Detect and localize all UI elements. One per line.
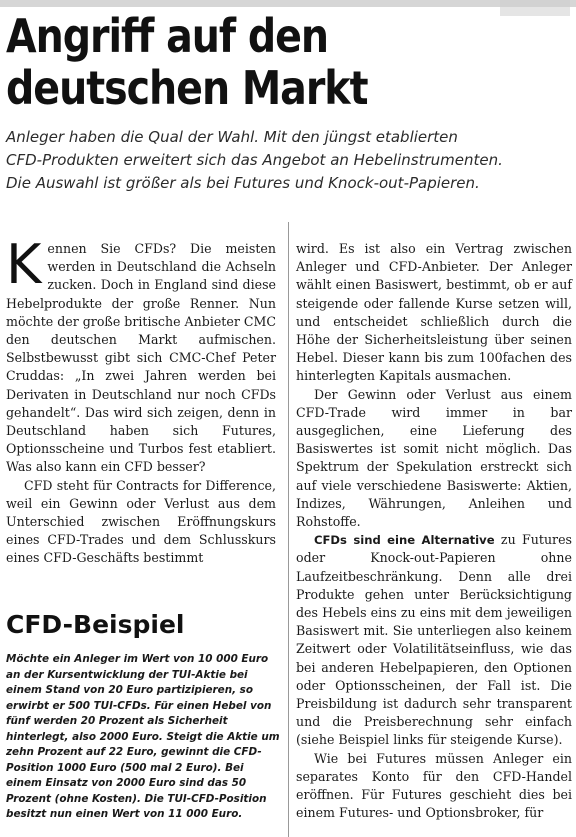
lead-paragraph (6, 126, 566, 195)
example-box-heading: CFD-Beispiel (6, 610, 185, 639)
column-divider (288, 222, 289, 837)
lead-line-2: CFD-Produkten erweitert sich das Angebot an Hebelinstrumenten. (6, 151, 503, 169)
example-box-text: Möchte ein Anleger im Wert von 10 000 Euro an der Kursentwicklung der TUI-Aktie bei einem Stand von 20 Euro partizipieren, so erwirbt er 500 TUI-CFDs. Für einen Hebel von fünf werden 20 Prozent als Sicherheit hinterlegt, also 2000 Euro. Steigt die Aktie um zehn Prozent auf 22 Euro, gewinnt die CFD-Position 1000 Euro (500 mal 2 Euro). Bei einem Einsatz von 2000 Euro sind das 50 Prozent (ohne Kosten). Die TUI-CFD-Position besitzt nun einen Wert von 11 000 Euro. (6, 653, 280, 820)
lead-line-3: Die Auswahl ist größer als bei Futures und Knock-out-Papieren. (6, 174, 480, 192)
headline-line-2: deutschen Markt (6, 61, 368, 115)
left-column (6, 233, 277, 568)
right-paragraph-1: wird. Es ist also ein Vertrag zwischen Anleger und CFD-Anbieter. Der Anleger wählt einen Basiswert, bestimmt, ob er auf steigende oder fallende Kurse setzen will, und entscheidet schließlich durch die Höhe der Sicherheitsleistung über seinen Hebel. Dieser kann bis zum 100fachen des hinterlegten Kapitals ausmachen. (296, 241, 572, 384)
right-column (296, 240, 572, 823)
lead-line-1: Anleger haben die Qual der Wahl. Mit den jüngst etablierten (6, 128, 458, 146)
top-rule (0, 0, 576, 7)
right-paragraph-3 (296, 531, 572, 749)
drop-cap: K (6, 233, 42, 296)
right-paragraph-4: Wie bei Futures müssen Anleger ein separates Konto für den CFD-Handel eröffnen. Für Futures geschieht dies bei einem Futures- und Optionsbroker, für (296, 750, 572, 821)
left-paragraph-1 (6, 233, 277, 477)
left-paragraph-1-text: ennen Sie CFDs? Die meisten werden in Deutschland die Achseln zucken. Doch in England sind diese Hebelprodukte der große Renner. Nun möchte der große britische Anbieter CMC den deutschen Markt aufmischen. Selbstbewusst gibt sich CMC-Chef Peter Cruddas: „In zwei Jahren werden bei Derivaten in Deutschland nur noch CFDs gehandelt“. Das wird sich zeigen, denn in Deutschland haben sich Futures, Optionsscheine und Turbos fest etabliert. Was also kann ein CFD besser? (6, 241, 277, 475)
left-paragraph-2: CFD steht für Contracts for Difference, weil ein Gewinn oder Verlust aus dem Unterschied zwischen Eröffnungskurs eines CFD-Trades und dem Schlusskurs eines CFD-Geschäfts bestimmt (6, 477, 276, 566)
bleed-through-artifact (500, 0, 570, 16)
headline-line-1: Angriff auf den (6, 9, 329, 63)
right-paragraph-3-text: zu Futures oder Knock-out-Papieren ohne Laufzeitbeschränkung. Denn alle drei Produkte gehen unter Berücksichtigung des Hebels eins zu eins mit dem jeweiligen Basiswert mit. Sie unterliegen also keinem Zeitwert oder Volatilitätseinfluss, wie das bei anderen Hebelpapieren, den Optionen oder Optionsscheinen, der Fall ist. Die Preisbildung ist dadurch sehr transparent und die Preisberechnung sehr einfach (siehe Beispiel links für steigende Kurse). (296, 532, 572, 748)
headline (6, 10, 488, 114)
right-paragraph-2: Der Gewinn oder Verlust aus einem CFD-Trade wird immer in bar ausgeglichen, eine Lieferung des Basiswertes ist somit nicht möglich. Das Spektrum der Spekulation erstreckt sich auf viele verschiedene Basiswerte: Aktien, Indizes, Währungen, Anleihen und Rohstoffe. (296, 386, 572, 530)
run-in-heading: CFDs sind eine Alternative (314, 533, 495, 548)
